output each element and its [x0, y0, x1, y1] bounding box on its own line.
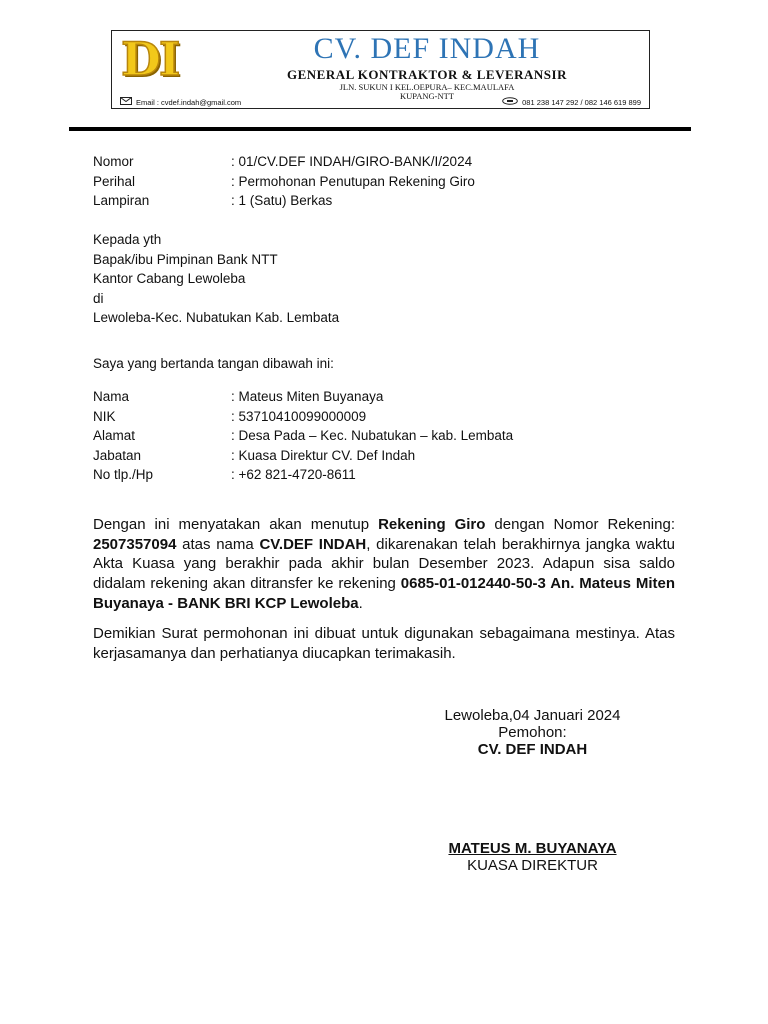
envelope-icon	[120, 97, 132, 107]
identity-value: : Desa Pada – Kec. Nubatukan – kab. Lembata	[231, 428, 514, 443]
transfer-account: 0685-01-012440-50-3 An. Mateus Miten Buyanaya - BANK BRI KCP Lewoleba	[93, 575, 675, 612]
signer-role: Pemohon:	[498, 724, 567, 741]
identity-row-alamat	[93, 426, 513, 446]
body-text: Dengan ini menyatakan akan menutup	[93, 516, 379, 533]
signature-footer	[400, 840, 665, 874]
identity-label: No tlp./Hp	[93, 467, 154, 482]
body-paragraph-2: Demikian Surat permohonan ini dibuat untuk digunakan sebagaimana mestinya. Atas kerjasamanya dan perhatianya diucapkan terimakasih.	[93, 625, 675, 662]
meta-value: : Permohonan Penutupan Rekening Giro	[231, 173, 475, 189]
body-text: dengan Nomor Rekening:	[485, 516, 675, 533]
identity-value: : 53710410099000009	[231, 408, 367, 424]
recipient-line: Lewoleba-Kec. Nubatukan Kab. Lembata	[93, 310, 340, 325]
identity-label: Jabatan	[93, 447, 142, 463]
identity-value: : Kuasa Direktur CV. Def Indah	[231, 447, 416, 463]
address-line-2: KUPANG-NTT	[400, 91, 454, 101]
identity-block	[93, 387, 513, 485]
phone-text: 081 238 147 292 / 082 146 619 899	[522, 97, 641, 107]
recipient-block	[93, 230, 339, 328]
meta-label: Perihal	[93, 173, 136, 189]
address-line-1: JLN. SUKUN I KEL.OEPURA– KEC.MAULAFA	[339, 82, 515, 92]
account-holder: CV.DEF INDAH	[259, 535, 367, 553]
recipient-line: Kantor Cabang Lewoleba	[93, 271, 246, 286]
company-logo: DI	[121, 32, 179, 86]
company-name: CV. DEF INDAH	[313, 32, 541, 65]
meta-row-nomor	[93, 152, 475, 172]
identity-value: : Mateus Miten Buyanaya	[231, 389, 384, 404]
body-paragraph-1	[93, 515, 675, 614]
company-subtitle: GENERAL KONTRAKTOR & LEVERANSIR	[286, 67, 567, 82]
intro-text: Saya yang bertanda tangan dibawah ini:	[93, 356, 334, 371]
identity-row-jabatan	[93, 446, 513, 466]
recipient-line: Bapak/ibu Pimpinan Bank NTT	[93, 251, 278, 267]
signature-header	[400, 707, 665, 758]
letter-meta	[93, 152, 475, 211]
account-number: 2507357094	[93, 535, 177, 553]
signer-company: CV. DEF INDAH	[477, 741, 588, 758]
meta-value: : 1 (Satu) Berkas	[231, 193, 333, 208]
meta-label: Lampiran	[93, 193, 150, 208]
recipient-line: Kepada yth	[93, 232, 162, 247]
header-divider	[69, 127, 691, 131]
identity-row-nama	[93, 387, 513, 407]
identity-label: Nama	[93, 389, 130, 404]
identity-label: Alamat	[93, 428, 136, 443]
meta-value: : 01/CV.DEF INDAH/GIRO-BANK/I/2024	[231, 154, 473, 169]
contact-email	[120, 97, 241, 107]
signer-name: MATEUS M. BUYANAYA	[448, 840, 617, 857]
email-text: Email : cvdef.indah@gmail.com	[136, 97, 242, 107]
identity-value: : +62 821-4720-8611	[231, 467, 356, 482]
phone-icon	[502, 97, 518, 107]
signer-title: KUASA DIREKTUR	[467, 857, 598, 874]
meta-label: Nomor	[93, 154, 134, 169]
body-text: , dikarenakan telah berakhirnya jangka waktu Akta Kuasa yang berakhir pada akhir bulan Desember 2023. Adapun sisa saldo didalam rekening akan ditransfer ke rekening	[93, 535, 675, 593]
letterhead	[111, 30, 650, 109]
meta-row-lampiran	[93, 191, 475, 211]
identity-row-tlp	[93, 465, 513, 485]
body-bold: Rekening Giro	[378, 516, 486, 533]
identity-label: NIK	[93, 408, 116, 424]
recipient-line: di	[93, 290, 104, 306]
meta-row-perihal	[93, 172, 475, 192]
identity-row-nik	[93, 407, 513, 427]
body-text: atas nama	[176, 535, 260, 553]
contact-phone	[502, 97, 641, 107]
place-date: Lewoleba,04 Januari 2024	[444, 707, 621, 724]
body-text: .	[358, 594, 363, 612]
